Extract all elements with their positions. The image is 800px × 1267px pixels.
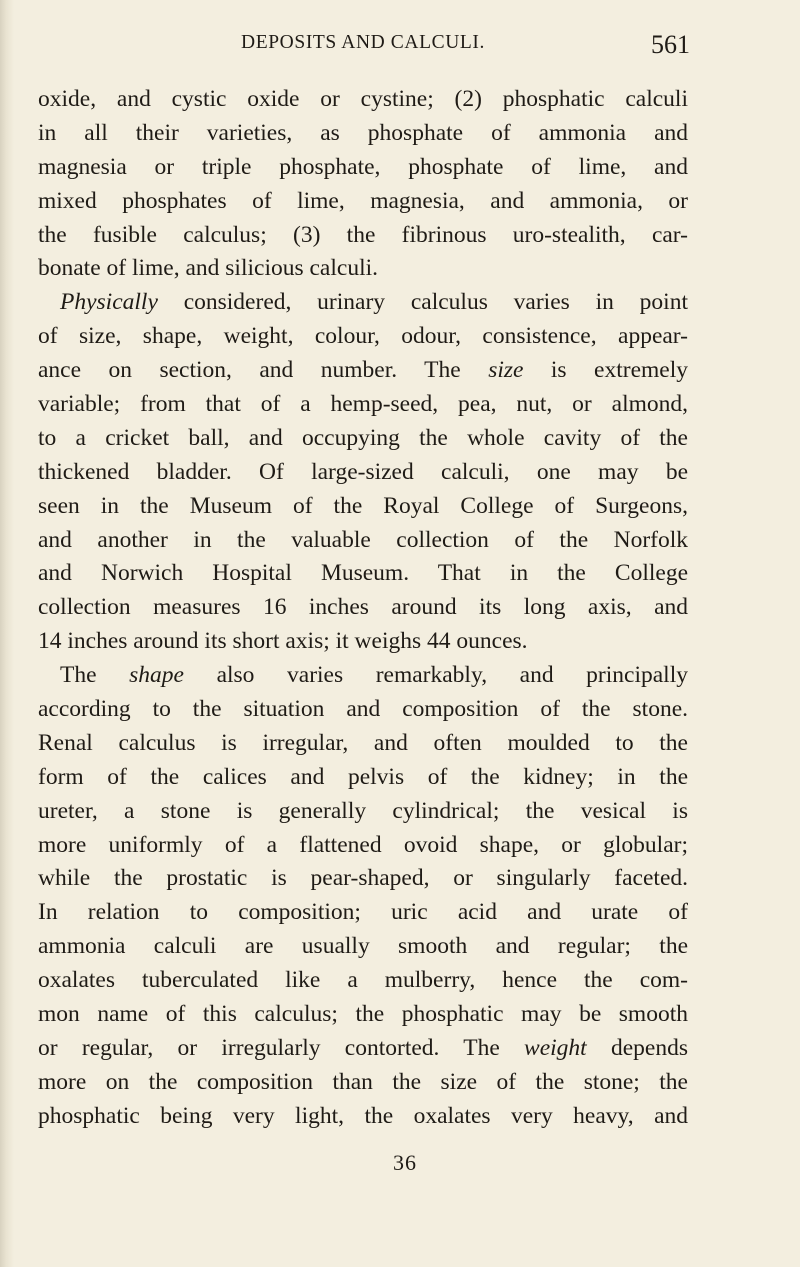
text-run: 14 inches around its short axis; it weighs 44 ounces. [38, 628, 528, 655]
text-run: mon name of this calculus; the phosphatic may be smooth [38, 1001, 688, 1028]
text-run: ureter, a stone is generally cylindrical; the vesical is [38, 797, 688, 824]
text-run: while the prostatic is pear-shaped, or singularly faceted. [38, 865, 688, 892]
text-line [38, 286, 688, 320]
text-line [38, 185, 688, 219]
text-line [38, 795, 688, 829]
text-run: thickened bladder. Of large-sized calculi, one may be [38, 458, 688, 485]
text-line [38, 727, 688, 761]
text-run: magnesia or triple phosphate, phosphate of lime, and [38, 153, 688, 180]
body-text [38, 83, 688, 1134]
text-line [38, 524, 688, 558]
text-line [38, 83, 688, 117]
text-run: is extremely [523, 357, 688, 384]
text-line [38, 422, 688, 456]
text-line [38, 930, 688, 964]
text-line [38, 625, 688, 659]
text-line [38, 1100, 688, 1134]
text-line [38, 591, 688, 625]
text-run: or regular, or irregularly contorted. The [38, 1034, 525, 1061]
text-run: and another in the valuable collection of the Norfolk [38, 526, 688, 553]
text-line [38, 1032, 688, 1066]
text-run: seen in the Museum of the Royal College of Surgeons, [38, 492, 688, 519]
text-run: mixed phosphates of lime, magnesia, and ammonia, or [38, 187, 688, 214]
text-run: more uniformly of a flattened ovoid shape, or globular; [38, 831, 688, 858]
text-line [38, 151, 688, 185]
text-run: of size, shape, weight, colour, odour, consistence, appear- [38, 323, 688, 350]
text-run: depends [586, 1034, 688, 1061]
text-run: bonate of lime, and silicious calculi. [38, 255, 379, 282]
italic-term-size: size [488, 357, 524, 384]
text-run: oxide, and cystic oxide or cystine; (2) phosphatic calculi [38, 86, 688, 112]
text-line [38, 829, 688, 863]
text-run: and Norwich Hospital Museum. That in the College [38, 560, 688, 587]
text-line [38, 456, 688, 490]
text-line [38, 964, 688, 998]
running-header [36, 30, 690, 64]
text-run: in all their varieties, as phosphate of ammonia and [38, 119, 688, 146]
italic-term-physically: Physically [60, 289, 158, 316]
text-line [38, 761, 688, 795]
text-run: ance on section, and number. The [38, 357, 489, 384]
text-run: phosphatic being very light, the oxalates very heavy, and [38, 1102, 688, 1129]
text-line [38, 252, 688, 286]
text-run: also varies remarkably, and principally [183, 662, 688, 689]
text-run: The [60, 662, 130, 689]
text-line [38, 354, 688, 388]
text-line [38, 117, 688, 151]
text-line [38, 693, 688, 727]
text-line [38, 219, 688, 253]
text-run: Renal calculus is irregular, and often moulded to the [38, 729, 688, 756]
text-run: form of the calices and pelvis of the kidney; in the [38, 763, 688, 790]
text-run: collection measures 16 inches around its long axis, and [38, 594, 688, 621]
text-line [38, 998, 688, 1032]
text-run: to a cricket ball, and occupying the whole cavity of the [38, 424, 688, 451]
text-line [38, 862, 688, 896]
text-run: the fusible calculus; (3) the fibrinous uro-stealith, car- [38, 221, 688, 248]
running-title: DEPOSITS AND CALCULI. [241, 32, 485, 53]
text-line [38, 320, 688, 354]
text-run: oxalates tuberculated like a mulberry, hence the com- [38, 967, 688, 994]
italic-term-shape: shape [129, 662, 184, 689]
text-line [38, 659, 688, 693]
text-run: considered, urinary calculus varies in point [157, 289, 688, 316]
text-line [38, 896, 688, 930]
text-run: according to the situation and composition of the stone. [38, 696, 688, 723]
text-run: In relation to composition; uric acid and urate of [38, 899, 688, 926]
text-line [38, 490, 688, 524]
text-line [38, 557, 688, 591]
signature-mark: 36 [393, 1150, 417, 1175]
text-run: more on the composition than the size of the stone; the [38, 1068, 688, 1095]
page-edge-shadow [0, 0, 14, 1267]
text-line [38, 388, 688, 422]
italic-term-weight: weight [524, 1034, 587, 1061]
text-run: ammonia calculi are usually smooth and regular; the [38, 933, 688, 960]
page-number: 561 [651, 30, 690, 59]
text-line [38, 1066, 688, 1100]
text-run: variable; from that of a hemp-seed, pea, nut, or almond, [38, 391, 688, 418]
